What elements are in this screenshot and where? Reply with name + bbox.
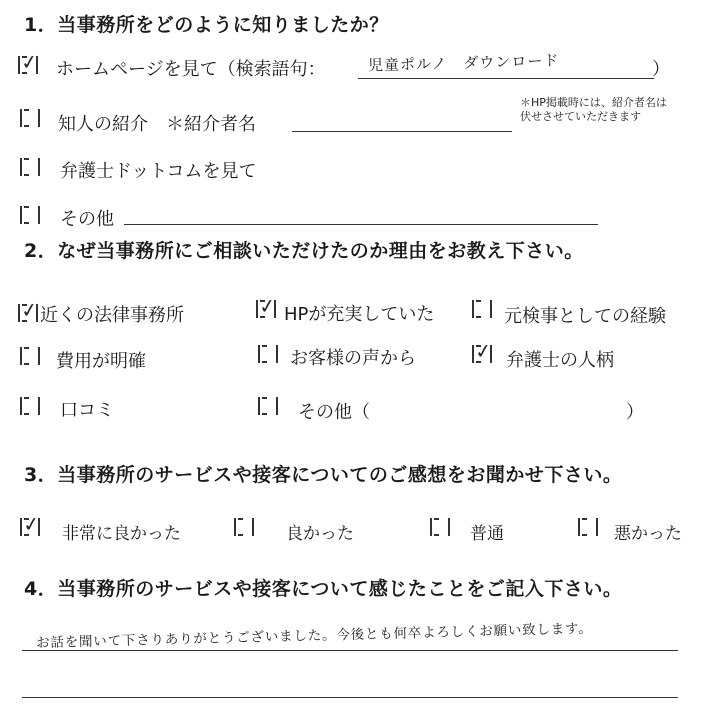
q1-homepage-checkbox[interactable]	[18, 48, 40, 76]
q3-option-checkbox[interactable]	[578, 518, 598, 536]
q1-other-checkbox[interactable]	[20, 206, 40, 224]
q3-option-label: 非常に良かった	[62, 524, 181, 544]
q1-other-label: その他	[60, 209, 114, 230]
q2-option-checkbox[interactable]	[256, 292, 278, 320]
q4-answer-text: お話を聞いて下さりありがとうございました。今後とも何卒よろしくお願い致します。	[35, 620, 593, 652]
q1-other-field[interactable]	[124, 224, 598, 225]
q1-title: 1．当事務所をどのように知りましたか？	[24, 14, 389, 36]
q2-option-label: 弁護士の人柄	[506, 350, 614, 371]
q2-option-label: 費用が明確	[56, 351, 146, 372]
q2-option-checkbox[interactable]	[18, 296, 40, 324]
q2-option-checkbox[interactable]	[258, 397, 278, 415]
q1-referral-checkbox[interactable]	[20, 109, 40, 127]
q3-option-checkbox[interactable]	[430, 518, 450, 536]
q2-option-checkbox[interactable]	[20, 347, 40, 365]
q4-answer-line[interactable]	[22, 650, 678, 651]
q3-title: 3．当事務所のサービスや接客についてのご感想をお聞かせ下さい。	[24, 464, 623, 486]
check-mark-icon: ✓	[19, 48, 40, 76]
q2-option-label: お客様の声から	[290, 348, 416, 369]
q2-option-label: 口コミ	[60, 400, 114, 421]
q2-option-checkbox[interactable]	[20, 397, 40, 415]
q2-title: 2．なぜ当事務所にご相談いただけたのか理由をお教え下さい。	[24, 240, 584, 262]
q2-option-label: その他（	[298, 402, 370, 423]
q1-referral-label: 知人の紹介 ＊紹介者名	[58, 114, 256, 135]
q1-homepage-label: ホームページを見て（検索語句：	[56, 59, 326, 80]
q4-title: 4．当事務所のサービスや接客について感じたことをご記入下さい。	[24, 578, 623, 600]
q1-note-line2: 伏せさせていただきます	[520, 110, 641, 123]
check-mark-icon: ✓	[21, 510, 42, 538]
q2-other-close: ）	[626, 402, 644, 423]
check-mark-icon: ✓	[257, 292, 278, 320]
q1-bengoshi-checkbox[interactable]	[20, 158, 40, 176]
q3-option-label: 普通	[470, 524, 504, 544]
q2-option-label: HPが充実していた	[284, 304, 435, 325]
q3-option-label: 悪かった	[614, 524, 682, 544]
q3-option-label: 良かった	[286, 524, 354, 544]
q2-option-checkbox[interactable]	[472, 337, 494, 365]
q1-bengoshi-label: 弁護士ドットコムを見て	[60, 161, 257, 182]
q2-option-checkbox[interactable]	[472, 300, 492, 318]
q1-search-term-value: 児童ポルノ ダウンロード	[367, 51, 560, 75]
q2-option-checkbox[interactable]	[258, 345, 278, 363]
q4-answer-line[interactable]	[22, 697, 678, 698]
q1-note-line1: ＊HP掲載時には、紹介者名は	[520, 96, 667, 109]
check-mark-icon: ✓	[19, 296, 40, 324]
q1-homepage-close: ）	[652, 59, 670, 80]
q1-search-term-field[interactable]	[358, 78, 654, 79]
q2-option-label: 元検事としての経験	[504, 306, 666, 327]
q2-option-label: 近くの法律事務所	[40, 305, 184, 326]
q3-option-checkbox[interactable]	[20, 510, 42, 538]
q1-referral-name-field[interactable]	[292, 131, 512, 132]
check-mark-icon: ✓	[473, 337, 494, 365]
q3-option-checkbox[interactable]	[234, 518, 254, 536]
